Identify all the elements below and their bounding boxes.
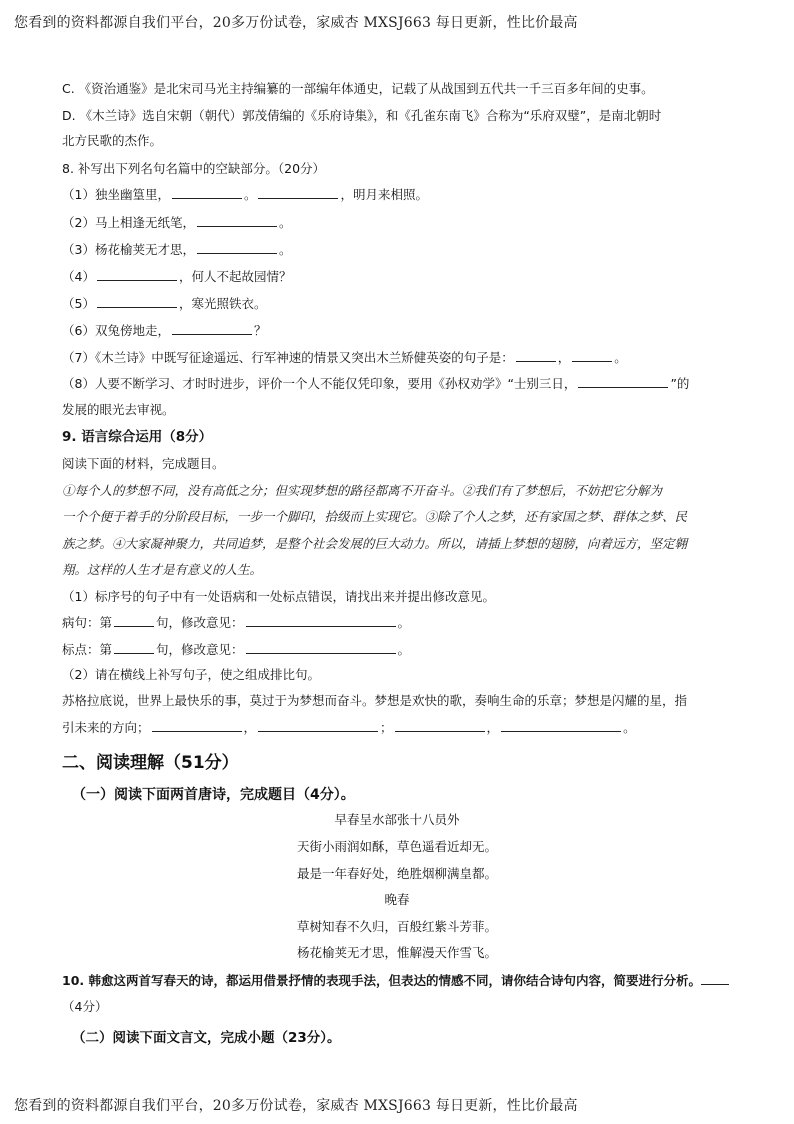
q8-item-1-text-a: （1）独坐幽篁里， — [62, 187, 170, 202]
q8-item-5-text-b: ，寒光照铁衣。 — [178, 296, 267, 311]
q9-sub2-lead: 引未来的方向； — [62, 720, 150, 735]
q9-sub2-blank-3[interactable] — [395, 719, 485, 732]
q9-sub2-blank-1[interactable] — [152, 719, 242, 732]
q8-item-1-blank-2[interactable] — [258, 186, 338, 199]
q8-item-6-text-a: （6）双兔傍地走， — [62, 323, 170, 338]
q8-item-1 — [62, 186, 734, 204]
q8-item-8-text-b: ”的 — [670, 376, 690, 391]
q8-item-7-text-a: （7）《木兰诗》中既写征途遥远、行军神速的情景又突出木兰矫健英姿的句子是： — [62, 350, 514, 365]
q9-sub1-answer-sentence — [62, 614, 734, 632]
q10-underline — [701, 972, 729, 985]
q8-item-2 — [62, 214, 734, 232]
q8-item-2-text-a: （2）马上相逢无纸笔， — [62, 215, 195, 230]
q8-item-5-blank[interactable] — [97, 295, 177, 308]
q8-item-4-text-b: ，何人不起故园情？ — [178, 269, 292, 284]
q8-item-4 — [62, 268, 734, 286]
q8-item-7-blank-2[interactable] — [572, 349, 612, 362]
footer-banner: 您看到的资料都源自我们平台，20多万份试卷，家威杏 MXSJ663 每日更新，性比价最高 — [14, 1098, 578, 1114]
q8-item-7 — [62, 349, 734, 367]
q9-sub2-blank-4[interactable] — [501, 719, 621, 732]
q9-sub1-prompt: （1）标序号的句子中有一处语病和一处标点错误，请找出来并提出修改意见。 — [62, 589, 495, 604]
q9-sub2-text-line2 — [62, 719, 734, 737]
q8-item-7-text-b: ， — [557, 350, 571, 365]
q9-sub1-answer-punct — [62, 641, 734, 659]
q9-sub1-sentence-label: 病句：第 — [62, 615, 113, 630]
option-d-line1: D. 《木兰诗》选自宋朝（朝代）郭茂倩编的《乐府诗集》，和《孔雀东南飞》合称为“乐府双璧”，是南北朝时 — [62, 108, 662, 123]
q8-item-6 — [62, 322, 734, 340]
q9-sub2-sep-3: ， — [486, 720, 500, 735]
q8-item-4-text-a: （4） — [62, 269, 95, 284]
header-banner: 您看到的资料都源自我们平台，20多万份试卷，家威杏 MXSJ663 每日更新，性比价最高 — [14, 15, 578, 31]
poem-2-title: 晚春 — [384, 892, 410, 907]
q9-intro: 阅读下面的材料，完成题目。 — [62, 456, 225, 471]
q8-item-7-blank-1[interactable] — [516, 349, 556, 362]
poem-1-title: 早春呈水部张十八员外 — [334, 812, 460, 827]
q8-item-1-text-c: ，明月来相照。 — [340, 187, 428, 202]
q8-item-5-text-a: （5） — [62, 296, 95, 311]
q9-passage-line2: 一个个便于着手的分阶段目标，一步一个脚印，拾级而上实现它。③除了个人之梦，还有家国之梦、群体之梦、民 — [62, 509, 688, 524]
q9-sub2-sep-4: 。 — [623, 720, 636, 735]
q9-sub2-blank-2[interactable] — [258, 719, 378, 732]
q9-sub1-sentence-mid: 句，修改意见： — [156, 615, 244, 630]
q9-sub2-sep-1: ， — [243, 720, 257, 735]
q9-sub1-punct-mid: 句，修改意见： — [156, 642, 244, 657]
q8-item-6-text-b: ？ — [253, 323, 267, 338]
q8-item-6-blank[interactable] — [172, 322, 252, 335]
q8-title: 8. 补写出下列名句名篇中的空缺部分。（20分） — [62, 161, 326, 176]
q9-sub1-punct-label: 标点：第 — [62, 642, 113, 657]
poem-1-line-1: 天街小雨润如酥，草色遥看近却无。 — [296, 839, 497, 854]
q9-title: 9. 语言综合运用（8分） — [62, 429, 213, 445]
q9-passage-line3: 族之梦。④大家凝神聚力，共同追梦，是整个社会发展的巨大动力。所以，请插上梦想的翅膀，向着远方，坚定翱 — [62, 536, 688, 551]
q10-prompt-text: 10. 韩愈这两首写春天的诗，都运用借景抒情的表现手法，但表达的情感不同，请你结合诗句内容，简要进行分析。 — [62, 973, 701, 988]
q9-sub1-punct-number-blank[interactable] — [114, 641, 154, 654]
q8-item-2-blank[interactable] — [197, 214, 277, 227]
q9-sub1-punct-fix-blank[interactable] — [246, 641, 396, 654]
q8-item-5 — [62, 295, 734, 313]
q9-sub1-sentence-end: 。 — [397, 615, 411, 630]
q8-item-3 — [62, 241, 734, 259]
q8-item-2-text-b: 。 — [278, 215, 292, 230]
q8-item-3-text-b: 。 — [278, 242, 292, 257]
q9-passage-line1: ①每个人的梦想不同，没有高低之分；但实现梦想的路径都离不开奋斗。②我们有了梦想后，不妨把它分解为 — [62, 483, 663, 498]
q9-sub1-punct-end: 。 — [397, 642, 411, 657]
q10-points: （4分） — [62, 999, 108, 1014]
section-2-part-1-title: （一）阅读下面两首唐诗，完成题目（4分）。 — [72, 787, 355, 803]
q9-passage-line4: 翔。这样的人生才是有意义的人生。 — [62, 562, 263, 577]
q8-item-3-blank[interactable] — [197, 241, 277, 254]
q8-item-1-text-b: 。 — [243, 187, 257, 202]
poem-1-line-2: 最是一年春好处，绝胜烟柳满皇都。 — [296, 866, 497, 881]
q9-sub1-sentence-fix-blank[interactable] — [246, 614, 396, 627]
q8-item-7-text-c: 。 — [614, 350, 627, 365]
option-c: C. 《资治通鉴》是北宋司马光主持编纂的一部编年体通史，记载了从战国到五代共一千三百多年间的史事。 — [62, 81, 654, 96]
poem-2-line-1: 草树知春不久归，百般红紫斗芳菲。 — [296, 919, 497, 934]
q8-item-4-blank[interactable] — [97, 268, 177, 281]
q9-sub2-prompt: （2）请在横线上补写句子，使之组成排比句。 — [62, 667, 320, 682]
q10-prompt — [62, 972, 734, 990]
q9-sub2-sep-2: ； — [380, 720, 393, 735]
poem-2-line-2: 杨花榆荚无才思，惟解漫天作雪飞。 — [296, 945, 497, 960]
q8-item-8-text-a: （8）人要不断学习、才时时进步，评价一个人不能仅凭印象，要用《孙权劝学》“士别三日， — [62, 376, 577, 391]
q8-item-3-text-a: （3）杨花榆荚无才思， — [62, 242, 195, 257]
q8-item-8-blank[interactable] — [578, 375, 668, 388]
option-d-line2: 北方民歌的杰作。 — [62, 133, 163, 148]
q9-sub1-sentence-number-blank[interactable] — [114, 614, 154, 627]
section-2-title: 二、阅读理解（51分） — [62, 753, 239, 773]
section-2-part-2-title: （二）阅读下面文言文，完成小题（23分）。 — [72, 1030, 341, 1046]
q8-item-8 — [62, 375, 734, 393]
q8-item-8-line2: 发展的眼光去审视。 — [62, 402, 175, 417]
q8-item-1-blank-1[interactable] — [172, 186, 242, 199]
q9-sub2-text-line1: 苏格拉底说，世界上最快乐的事，莫过于为梦想而奋斗。梦想是欢快的歌，奏响生命的乐章；梦想是闪耀的星，指 — [62, 693, 688, 708]
